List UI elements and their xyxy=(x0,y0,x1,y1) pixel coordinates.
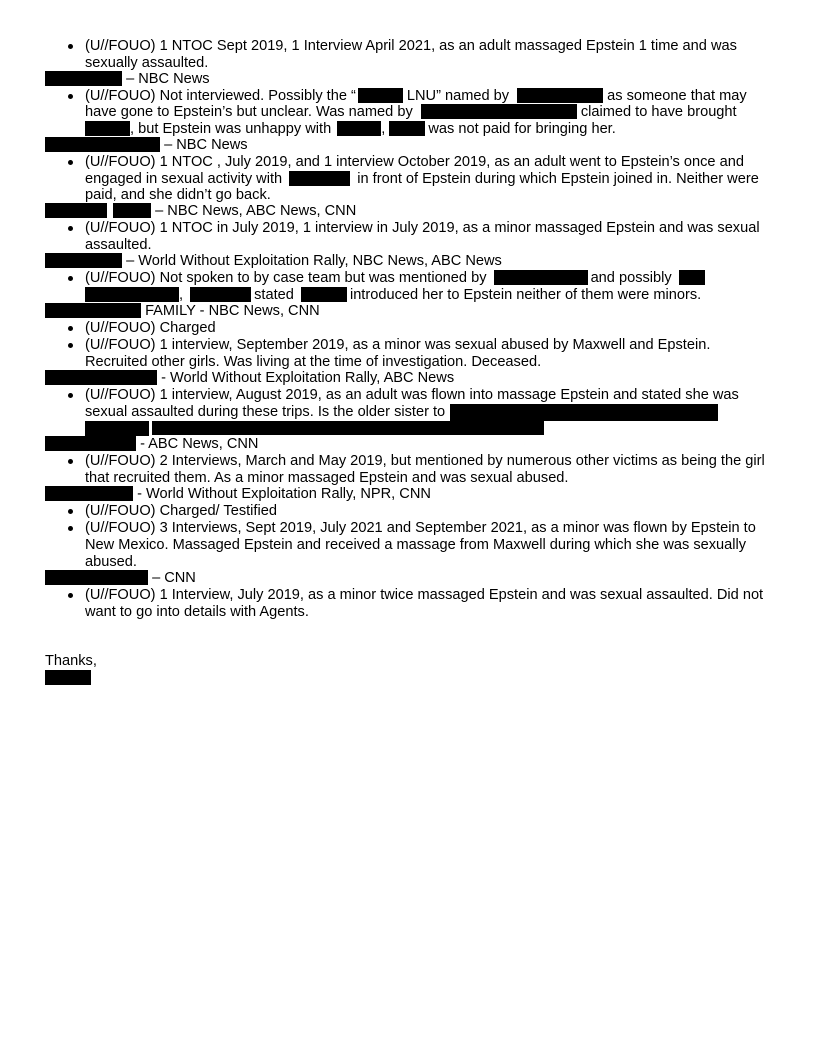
bullet-text: (U//FOUO) 3 Interviews, Sept 2019, July 2021 and September 2021, as a minor was flown by Epstein to xyxy=(85,520,756,536)
entry-source-label: – CNN xyxy=(152,570,196,586)
redaction-box xyxy=(190,287,251,302)
entry-source-label: – World Without Exploitation Rally, NBC News, ABC News xyxy=(126,253,502,269)
entry-header xyxy=(45,370,454,387)
bullet-text: (U//FOUO) 1 Interview, July 2019, as a minor twice massaged Epstein and was sexual assaulted. Did not xyxy=(85,587,764,603)
entry-header xyxy=(45,570,196,587)
bullet-text: have gone to Epstein’s but unclear. Was named by claimed to have brought xyxy=(85,104,737,120)
bullet-text: (U//FOUO) Not interviewed. Possibly the “ LNU” named by as someone that may xyxy=(85,88,747,104)
redaction-box xyxy=(450,404,718,421)
entry-header xyxy=(45,253,502,270)
bullet-text: (U//FOUO) 1 interview, August 2019, as an adult was flown into massage Epstein and stated she was xyxy=(85,387,739,403)
bullet-dot xyxy=(68,393,73,398)
bullet-text: , but Epstein was unhappy with , was not paid for bringing her. xyxy=(85,121,616,138)
entry-header xyxy=(45,486,431,503)
redaction-box xyxy=(85,421,149,436)
redaction-box xyxy=(301,287,347,302)
redaction-box xyxy=(45,137,160,152)
redaction-box xyxy=(679,270,705,285)
entry-source-label: – NBC News xyxy=(164,137,248,153)
bullet-text: , stated introduced her to Epstein neither of them were minors. xyxy=(85,287,701,304)
bullet-dot xyxy=(68,226,73,231)
redaction-box xyxy=(45,203,107,218)
redaction-box xyxy=(389,121,425,136)
entry-header xyxy=(45,203,356,220)
bullet-text: want to go into details with Agents. xyxy=(85,604,309,620)
redaction-box xyxy=(421,104,577,119)
bullet-text: (U//FOUO) Not spoken to by case team but was mentioned by and possibly xyxy=(85,270,705,287)
bullet-dot xyxy=(68,94,73,99)
bullet-dot xyxy=(68,44,73,49)
redaction-box xyxy=(45,486,133,501)
entry-header xyxy=(45,71,210,88)
bullet-text: New Mexico. Massaged Epstein and received a massage from Maxwell during which she was sexually xyxy=(85,537,747,553)
bullet-text: (U//FOUO) 1 interview, September 2019, as a minor was sexual abused by Maxwell and Epstein. xyxy=(85,337,711,353)
redaction-box xyxy=(45,370,157,385)
bullet-text: (U//FOUO) Charged xyxy=(85,320,216,336)
bullet-text: (U//FOUO) 1 NTOC in July 2019, 1 interview in July 2019, as a minor massaged Epstein and was sexual xyxy=(85,220,760,236)
redaction-box xyxy=(289,171,350,186)
redaction-box xyxy=(337,121,381,136)
bullet-text: Recruited other girls. Was living at the time of investigation. Deceased. xyxy=(85,354,542,370)
bullet-text: paid, and she didn’t go back. xyxy=(85,187,271,203)
bullet-text: sexually assaulted. xyxy=(85,55,209,71)
bullet-dot xyxy=(68,459,73,464)
redaction-box xyxy=(45,253,122,268)
redaction-box xyxy=(85,287,179,302)
redaction-box xyxy=(494,270,588,285)
entry-header xyxy=(45,137,248,154)
bullet-text: that recruited them. As a minor massaged Epstein and was sexual abused. xyxy=(85,470,569,486)
entry-source-label: – NBC News xyxy=(126,71,210,87)
signature-redaction xyxy=(45,670,91,685)
bullet-text: abused. xyxy=(85,554,137,570)
entry-header xyxy=(45,303,320,320)
bullet-text: (U//FOUO) 1 NTOC , July 2019, and 1 interview October 2019, as an adult went to Epstein’s once and xyxy=(85,154,744,170)
bullet-dot xyxy=(68,160,73,165)
bullet-dot xyxy=(68,509,73,514)
bullet-dot xyxy=(68,276,73,281)
redaction-box xyxy=(358,88,403,103)
entry-source-label: FAMILY - NBC News, CNN xyxy=(145,303,320,319)
bullet-text: (U//FOUO) 2 Interviews, March and May 2019, but mentioned by numerous other victims as being the girl xyxy=(85,453,765,469)
bullet-text: engaged in sexual activity with in front of Epstein during which Epstein joined in. Neither were xyxy=(85,171,759,187)
redaction-box xyxy=(517,88,603,103)
bullet-dot xyxy=(68,326,73,331)
entry-header xyxy=(45,436,258,453)
bullet-text: sexual assaulted during these trips. Is the older sister to xyxy=(85,404,446,420)
entry-source-label: - ABC News, CNN xyxy=(140,436,259,452)
redaction-box xyxy=(45,303,141,318)
closing-text: Thanks, xyxy=(45,653,97,669)
entry-source-label: – NBC News, ABC News, CNN xyxy=(155,203,357,219)
bullet-text: assaulted. xyxy=(85,237,152,253)
redaction-box xyxy=(45,71,122,86)
redaction-box xyxy=(113,203,151,218)
bullet-text: (U//FOUO) 1 NTOC Sept 2019, 1 Interview April 2021, as an adult massaged Epstein 1 time and was xyxy=(85,38,737,54)
redaction-box xyxy=(85,121,130,136)
entry-source-label: - World Without Exploitation Rally, ABC News xyxy=(161,370,455,386)
bullet-dot xyxy=(68,593,73,598)
entry-source-label: - World Without Exploitation Rally, NPR, CNN xyxy=(137,486,431,502)
redaction-box xyxy=(45,436,136,451)
bullet-text: (U//FOUO) Charged/ Testified xyxy=(85,503,277,519)
bullet-dot xyxy=(68,343,73,348)
bullet-dot xyxy=(68,526,73,531)
redaction-box xyxy=(152,421,544,435)
redaction-box xyxy=(45,570,148,585)
